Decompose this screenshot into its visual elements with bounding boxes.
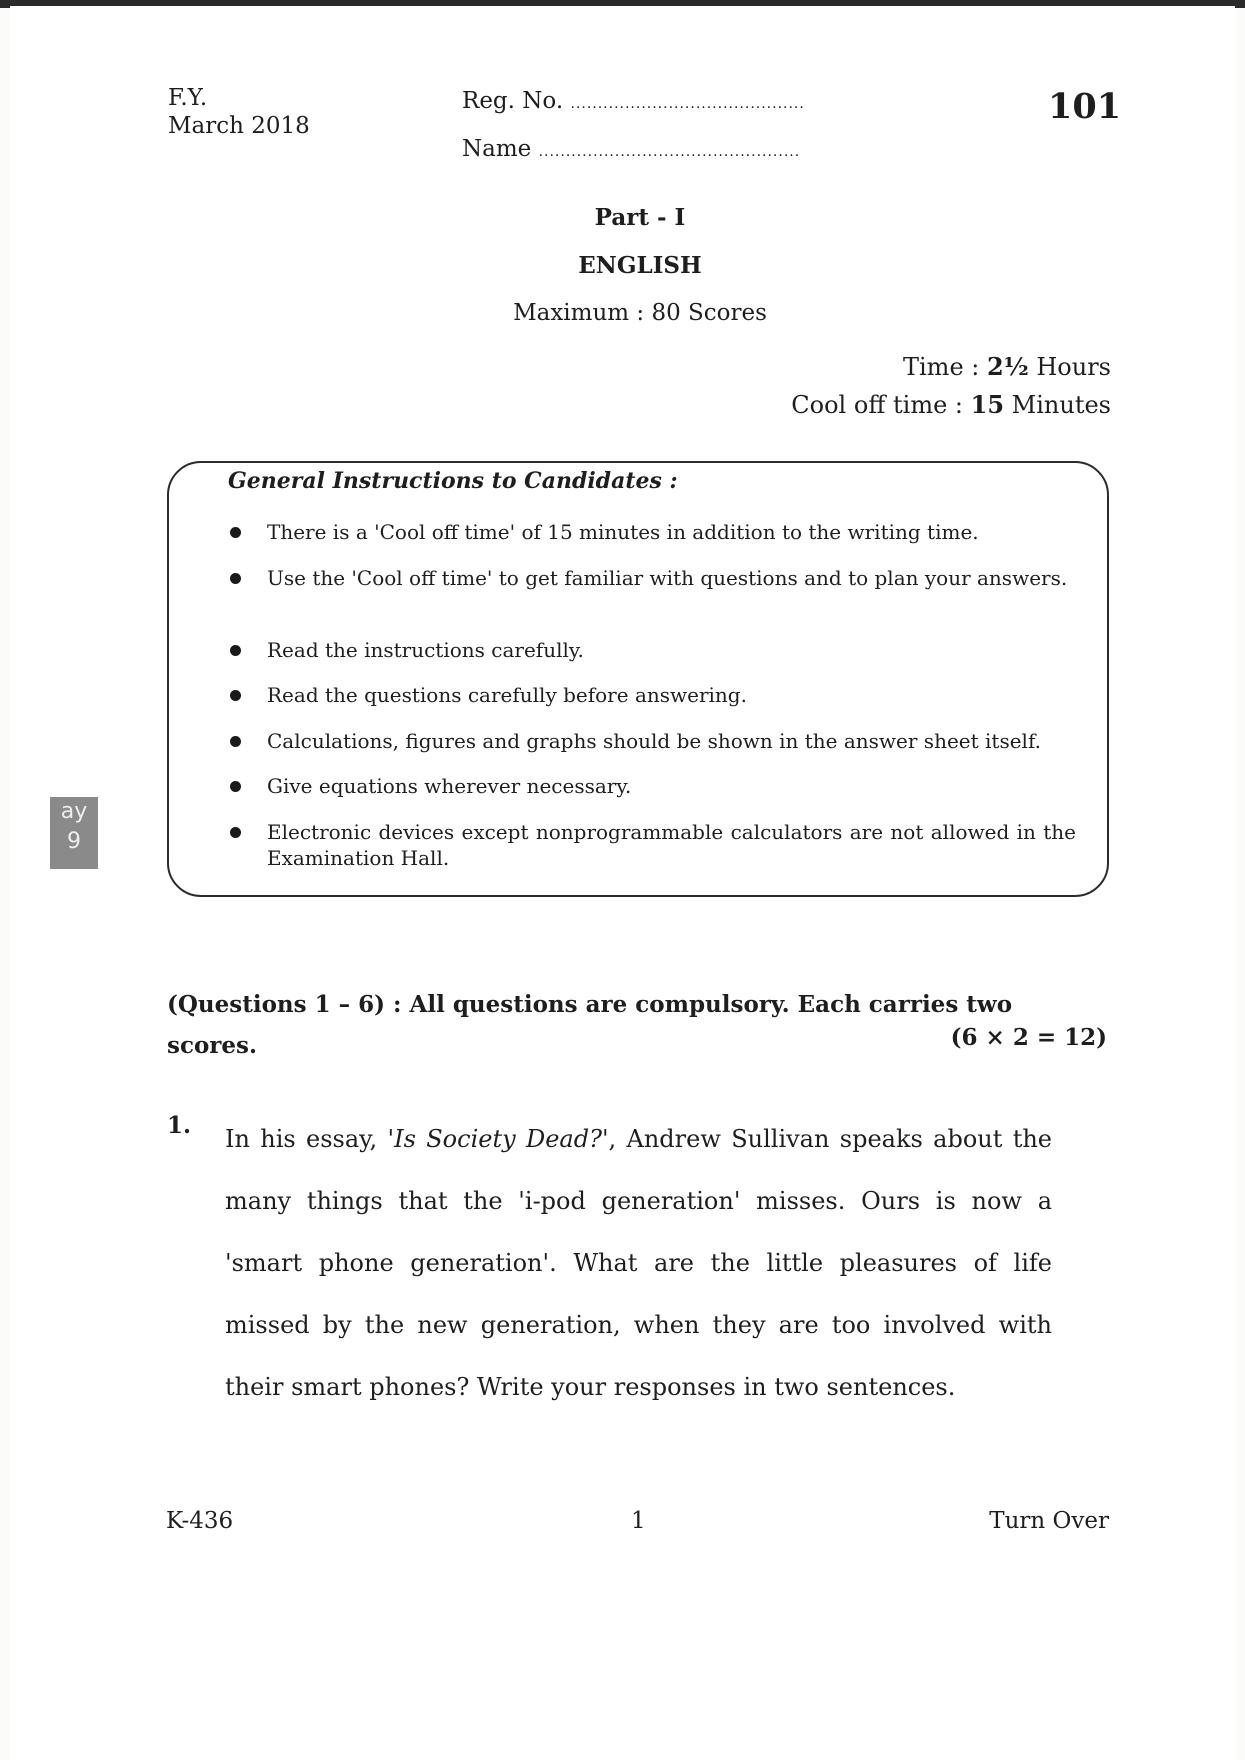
side-tab-line1: ay: [60, 799, 88, 824]
question-text-after: ', Andrew Sullivan speaks about the many things that the 'i-pod generation' misses. Ours is now a 'smart phone generation'. What are the little pleasures of life missed by the new generation, when they are too involved with their smart phones? Write your responses in two sentences.: [225, 1125, 1052, 1401]
bullet-icon: [230, 736, 241, 747]
part-title: Part - I: [594, 204, 686, 231]
name-field[interactable]: [462, 136, 800, 162]
turn-over: Turn Over: [989, 1508, 1109, 1534]
section-instruction: (Questions 1 – 6) : All questions are compulsory. Each carries two scores.: [167, 991, 1013, 1059]
cool-off-label: Cool off time :: [791, 391, 971, 419]
exam-class: F.Y.: [168, 85, 208, 111]
subject-title: ENGLISH: [578, 252, 702, 279]
question-number: 1.: [167, 1112, 192, 1139]
instruction-text: Electronic devices except nonprogrammable calculators are not allowed in the Examination Hall.: [267, 820, 1076, 870]
time-label: Time :: [903, 353, 987, 381]
bullet-icon: [230, 690, 241, 701]
bullet-icon: [230, 645, 241, 656]
page-number: 1: [631, 1508, 646, 1534]
side-page-tab: [50, 797, 98, 869]
instruction-item: [226, 819, 1076, 871]
instruction-text: Read the instructions carefully.: [267, 638, 584, 662]
name-label: Name: [462, 136, 532, 162]
instruction-item: [226, 519, 1076, 545]
instruction-item: [226, 565, 1076, 591]
exam-time: [903, 352, 1111, 381]
bullet-icon: [230, 527, 241, 538]
section-marks: (6 × 2 = 12): [950, 1024, 1107, 1051]
side-tab-line2: 9: [67, 829, 81, 854]
instruction-text: There is a 'Cool off time' of 15 minutes in addition to the writing time.: [267, 520, 979, 544]
time-unit: Hours: [1028, 353, 1111, 381]
exam-class-block: [168, 84, 310, 140]
question-text: [225, 1108, 1052, 1418]
reg-no-dots: ...........................................: [570, 96, 805, 112]
instruction-text: Calculations, figures and graphs should be shown in the answer sheet itself.: [267, 729, 1041, 753]
instruction-text: Read the questions carefully before answering.: [267, 683, 747, 707]
bullet-icon: [230, 781, 241, 792]
essay-title: Is Society Dead?: [394, 1125, 602, 1153]
instruction-item: [226, 773, 1076, 799]
instruction-item: [226, 637, 1076, 663]
reg-no-field[interactable]: [462, 88, 805, 114]
instruction-item: [226, 682, 1076, 708]
maximum-scores: Maximum : 80 Scores: [513, 300, 767, 326]
instruction-item: [226, 728, 1076, 754]
name-dots: ................................................: [538, 144, 801, 160]
question-text-before: In his essay, ': [225, 1125, 395, 1153]
instruction-text: Use the 'Cool off time' to get familiar with questions and to plan your answers.: [267, 566, 1068, 590]
bullet-icon: [230, 827, 241, 838]
bullet-icon: [230, 573, 241, 584]
paper-code: 101: [1048, 86, 1122, 127]
footer-code: K-436: [166, 1508, 234, 1534]
cool-off-unit: Minutes: [1004, 391, 1111, 419]
cool-off-time: [791, 390, 1111, 419]
reg-no-label: Reg. No.: [462, 88, 564, 114]
time-value: 2½: [987, 352, 1029, 381]
instruction-text: Give equations wherever necessary.: [267, 774, 632, 798]
exam-month: March 2018: [168, 113, 310, 139]
cool-off-value: 15: [970, 390, 1005, 419]
instructions-heading: General Instructions to Candidates :: [228, 468, 678, 494]
